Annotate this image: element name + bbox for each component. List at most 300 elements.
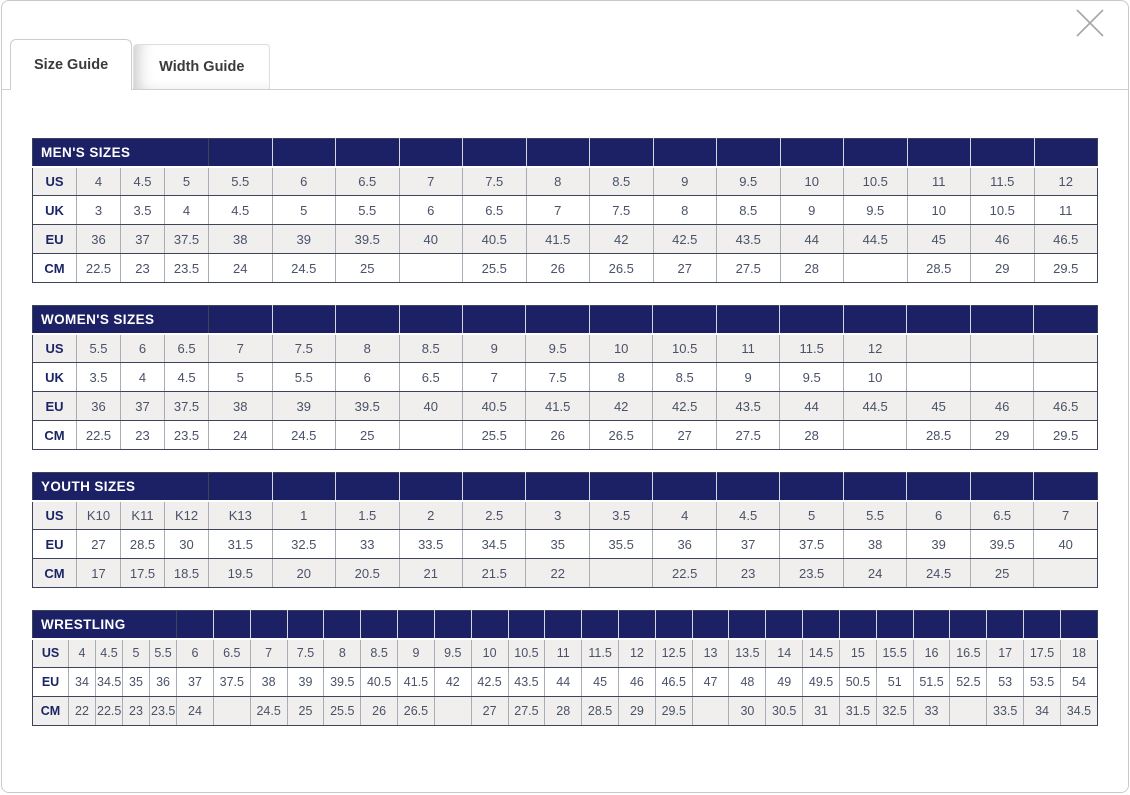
size-cell: 3.5	[121, 196, 165, 225]
size-cell: 1.5	[336, 501, 399, 530]
size-cell: 51.5	[913, 668, 950, 697]
size-cell: 54	[1060, 668, 1097, 697]
size-cell: 5.5	[272, 363, 335, 392]
size-cell: 33	[913, 697, 950, 726]
size-cell: 2.5	[462, 501, 525, 530]
size-cell: 17.5	[1024, 639, 1061, 668]
size-cell: 10	[907, 196, 971, 225]
size-cell: 39.5	[970, 530, 1033, 559]
row-label: EU	[33, 225, 77, 254]
size-cell: 42	[589, 392, 652, 421]
header-spacer-cell	[780, 473, 843, 501]
header-spacer-cell	[399, 139, 463, 167]
size-cell: 4.5	[165, 363, 209, 392]
size-cell: 50.5	[839, 668, 876, 697]
size-cell: 42.5	[471, 668, 508, 697]
size-row-cm	[33, 559, 1098, 588]
size-cell: 37.5	[213, 668, 250, 697]
size-cell: 35	[123, 668, 150, 697]
size-cell: 8	[526, 167, 590, 196]
size-cell: 40	[399, 225, 463, 254]
header-spacer-cell	[589, 473, 652, 501]
size-cell: 3	[77, 196, 121, 225]
header-spacer-cell	[970, 473, 1033, 501]
size-cell: 9.5	[780, 363, 843, 392]
header-spacer-cell	[780, 306, 843, 334]
size-cell: 5	[272, 196, 336, 225]
size-cell: 52.5	[950, 668, 987, 697]
size-cell: 12	[619, 639, 656, 668]
size-cell: 37	[177, 668, 214, 697]
header-spacer-cell	[913, 611, 950, 639]
size-cell: 4.5	[121, 167, 165, 196]
size-row-eu	[33, 392, 1098, 421]
size-cell: 11	[545, 639, 582, 668]
header-spacer-cell	[526, 473, 589, 501]
size-cell: 23	[121, 421, 165, 450]
size-cell: 37	[121, 225, 165, 254]
size-cell: 6.5	[336, 167, 400, 196]
header-spacer-cell	[590, 139, 654, 167]
size-cell: 9	[653, 167, 717, 196]
size-cell: 32.5	[876, 697, 913, 726]
size-cell: 6	[177, 639, 214, 668]
size-row-us	[33, 501, 1098, 530]
header-spacer-cell	[876, 611, 913, 639]
size-cell: 34	[1024, 697, 1061, 726]
size-cell: 25	[970, 559, 1033, 588]
size-cell: 10.5	[844, 167, 908, 196]
size-cell: 6.5	[463, 196, 527, 225]
size-cell: 9.5	[526, 334, 589, 363]
size-cell: 46.5	[655, 668, 692, 697]
size-cell: 31.5	[209, 530, 272, 559]
size-cell: 51	[876, 668, 913, 697]
size-cell: 24	[209, 254, 273, 283]
size-cell: 30.5	[766, 697, 803, 726]
header-spacer-cell	[716, 473, 779, 501]
size-cell: 6	[272, 167, 336, 196]
size-cell: 28	[780, 421, 843, 450]
size-cell: 6.5	[970, 501, 1033, 530]
size-cell: 21.5	[462, 559, 525, 588]
row-label: EU	[33, 668, 69, 697]
size-cell: 39	[272, 392, 335, 421]
size-cell: 9	[780, 196, 844, 225]
size-cell: 45	[582, 668, 619, 697]
size-cell	[907, 334, 970, 363]
size-cell: 28.5	[907, 421, 970, 450]
size-cell: 32.5	[272, 530, 335, 559]
header-spacer-cell	[619, 611, 656, 639]
size-cell: 13.5	[729, 639, 766, 668]
header-spacer-cell	[716, 306, 779, 334]
row-label: UK	[33, 363, 77, 392]
size-tables-container	[32, 138, 1098, 726]
size-cell: 7.5	[287, 639, 324, 668]
size-cell: 11.5	[582, 639, 619, 668]
size-cell: 26.5	[589, 421, 652, 450]
size-cell: 5	[165, 167, 209, 196]
size-cell: 26	[526, 254, 590, 283]
size-cell: 18	[1060, 639, 1097, 668]
size-cell: 49.5	[803, 668, 840, 697]
size-cell: 46	[971, 225, 1035, 254]
size-cell: 14.5	[803, 639, 840, 668]
size-cell: 37.5	[780, 530, 843, 559]
header-spacer-cell	[907, 139, 971, 167]
size-cell: 8	[324, 639, 361, 668]
row-label: CM	[33, 559, 77, 588]
size-cell: 22.5	[77, 254, 121, 283]
header-spacer-cell	[399, 306, 462, 334]
size-cell: 4.5	[716, 501, 779, 530]
size-cell: 39	[272, 225, 336, 254]
size-cell: 23	[716, 559, 779, 588]
size-cell: 6	[121, 334, 165, 363]
size-cell: 8	[589, 363, 652, 392]
size-cell: 27	[653, 254, 717, 283]
row-label: CM	[33, 421, 77, 450]
size-cell: 22	[69, 697, 96, 726]
size-cell: 44	[780, 392, 843, 421]
size-cell: 44	[545, 668, 582, 697]
size-cell: 24.5	[250, 697, 287, 726]
size-cell: 6	[399, 196, 463, 225]
header-spacer-cell	[729, 611, 766, 639]
size-cell	[434, 697, 471, 726]
header-spacer-cell	[717, 139, 781, 167]
size-cell: 22.5	[96, 697, 123, 726]
size-cell: 46.5	[1034, 225, 1098, 254]
row-label: UK	[33, 196, 77, 225]
size-cell: 16.5	[950, 639, 987, 668]
size-cell: 28	[545, 697, 582, 726]
size-cell: 12.5	[655, 639, 692, 668]
size-cell: 10	[780, 167, 844, 196]
size-cell: 24	[209, 421, 272, 450]
size-cell: 45	[907, 225, 971, 254]
size-cell: 29	[619, 697, 656, 726]
header-spacer-cell	[692, 611, 729, 639]
size-cell: 53.5	[1024, 668, 1061, 697]
size-cell: 4.5	[96, 639, 123, 668]
size-cell: 24.5	[907, 559, 970, 588]
header-spacer-cell	[589, 306, 652, 334]
size-cell: 8.5	[590, 167, 654, 196]
header-spacer-cell	[324, 611, 361, 639]
size-row-uk	[33, 196, 1098, 225]
size-cell: 29	[971, 254, 1035, 283]
size-cell: 9	[716, 363, 779, 392]
tab-size-guide[interactable]: Size Guide	[10, 39, 132, 90]
size-cell: 14	[766, 639, 803, 668]
header-spacer-cell	[1034, 473, 1098, 501]
size-cell: 23	[121, 254, 165, 283]
size-cell: 44	[780, 225, 844, 254]
size-cell: 9.5	[717, 167, 781, 196]
size-cell: 22.5	[653, 559, 716, 588]
size-cell: 45	[907, 392, 970, 421]
size-cell: 7.5	[272, 334, 335, 363]
size-cell: 26	[361, 697, 398, 726]
size-cell: 38	[209, 392, 272, 421]
size-cell: 27.5	[508, 697, 545, 726]
size-cell: 36	[77, 392, 121, 421]
size-cell: 10.5	[508, 639, 545, 668]
size-cell: 27	[653, 421, 716, 450]
header-spacer-cell	[209, 473, 272, 501]
table-title: WRESTLING	[33, 611, 177, 639]
size-cell: 28.5	[121, 530, 165, 559]
size-cell: 10	[471, 639, 508, 668]
size-cell: 21	[399, 559, 462, 588]
size-row-eu	[33, 225, 1098, 254]
size-cell: 38	[209, 225, 273, 254]
size-cell: 46	[970, 392, 1033, 421]
size-cell: 25	[287, 697, 324, 726]
size-cell: 42	[434, 668, 471, 697]
size-cell: 18.5	[165, 559, 209, 588]
size-cell: 3	[526, 501, 589, 530]
size-cell: 23.5	[780, 559, 843, 588]
header-spacer-cell	[1034, 306, 1098, 334]
row-label: US	[33, 167, 77, 196]
size-cell: 5.5	[336, 196, 400, 225]
size-cell: 36	[653, 530, 716, 559]
size-cell: 7	[209, 334, 272, 363]
size-cell: 53	[987, 668, 1024, 697]
size-cell: 48	[729, 668, 766, 697]
size-cell: 10	[843, 363, 906, 392]
size-cell: 31	[803, 697, 840, 726]
size-cell: 34.5	[1060, 697, 1097, 726]
size-cell: 5	[123, 639, 150, 668]
header-spacer-cell	[471, 611, 508, 639]
size-row-eu	[33, 530, 1098, 559]
size-guide-modal	[1, 0, 1129, 793]
size-cell	[589, 559, 652, 588]
row-label: US	[33, 501, 77, 530]
size-cell: 20.5	[336, 559, 399, 588]
size-cell	[1034, 559, 1098, 588]
header-spacer-cell	[361, 611, 398, 639]
size-cell	[907, 363, 970, 392]
row-label: US	[33, 639, 69, 668]
size-cell: 4	[165, 196, 209, 225]
table-title: YOUTH SIZES	[33, 473, 209, 501]
size-cell: 40.5	[361, 668, 398, 697]
size-cell: 28.5	[582, 697, 619, 726]
header-spacer-cell	[780, 139, 844, 167]
header-spacer-cell	[434, 611, 471, 639]
size-cell: 7	[399, 167, 463, 196]
size-cell: 24	[177, 697, 214, 726]
size-cell: 39.5	[324, 668, 361, 697]
size-cell: 5.5	[150, 639, 177, 668]
size-cell: 29.5	[1034, 421, 1098, 450]
size-cell	[950, 697, 987, 726]
size-cell: 8.5	[361, 639, 398, 668]
size-cell: 9	[398, 639, 435, 668]
size-cell: 15	[839, 639, 876, 668]
size-cell: 1	[272, 501, 335, 530]
size-cell: 11.5	[971, 167, 1035, 196]
size-cell: 5	[209, 363, 272, 392]
size-cell: 39.5	[336, 392, 399, 421]
size-cell: 42.5	[653, 392, 716, 421]
size-row-eu	[33, 668, 1098, 697]
size-cell: 3.5	[77, 363, 121, 392]
header-spacer-cell	[213, 611, 250, 639]
size-row-us	[33, 334, 1098, 363]
size-cell: 9.5	[434, 639, 471, 668]
size-cell: 29.5	[1034, 254, 1098, 283]
size-cell: 35	[526, 530, 589, 559]
size-cell: 24.5	[272, 421, 335, 450]
size-cell: 8	[653, 196, 717, 225]
header-spacer-cell	[843, 306, 906, 334]
size-cell: 25.5	[462, 421, 525, 450]
size-row-cm	[33, 697, 1098, 726]
size-cell: 43.5	[508, 668, 545, 697]
size-cell: 36	[150, 668, 177, 697]
header-spacer-cell	[907, 306, 970, 334]
size-cell: 23.5	[165, 254, 209, 283]
size-cell: 8.5	[717, 196, 781, 225]
size-cell: 27.5	[716, 421, 779, 450]
size-cell: 26.5	[590, 254, 654, 283]
size-cell: 40.5	[463, 225, 527, 254]
size-cell: 25.5	[463, 254, 527, 283]
size-cell: 39	[907, 530, 970, 559]
header-spacer-cell	[336, 306, 399, 334]
header-spacer-cell	[839, 611, 876, 639]
size-cell: 8	[336, 334, 399, 363]
size-cell: 12	[843, 334, 906, 363]
size-cell: 33.5	[987, 697, 1024, 726]
size-cell: 29	[970, 421, 1033, 450]
size-cell: 41.5	[526, 392, 589, 421]
size-cell: 40.5	[462, 392, 525, 421]
size-cell: 10.5	[971, 196, 1035, 225]
size-cell: 27	[471, 697, 508, 726]
size-cell: 46.5	[1034, 392, 1098, 421]
size-cell: 37.5	[165, 225, 209, 254]
size-cell: 29.5	[655, 697, 692, 726]
size-cell: 42	[590, 225, 654, 254]
size-cell: 39	[287, 668, 324, 697]
header-spacer-cell	[766, 611, 803, 639]
table-title: MEN'S SIZES	[33, 139, 209, 167]
size-cell: 5.5	[209, 167, 273, 196]
size-cell: 2	[399, 501, 462, 530]
header-spacer-cell	[907, 473, 970, 501]
header-spacer-cell	[399, 473, 462, 501]
size-cell	[843, 421, 906, 450]
size-cell: 25	[336, 421, 399, 450]
size-cell: 6	[907, 501, 970, 530]
size-cell: 6	[336, 363, 399, 392]
size-cell: 28.5	[907, 254, 971, 283]
header-spacer-cell	[844, 139, 908, 167]
size-cell: 38	[843, 530, 906, 559]
size-cell: 6.5	[165, 334, 209, 363]
size-cell: 4	[69, 639, 96, 668]
size-cell: 11	[907, 167, 971, 196]
size-row-cm	[33, 254, 1098, 283]
size-cell: 5.5	[77, 334, 121, 363]
size-cell: 24	[843, 559, 906, 588]
row-label: CM	[33, 697, 69, 726]
header-spacer-cell	[653, 139, 717, 167]
tab-bar	[10, 39, 270, 90]
size-cell	[399, 421, 462, 450]
size-cell: 7	[250, 639, 287, 668]
size-cell: 15.5	[876, 639, 913, 668]
header-spacer-cell	[209, 306, 272, 334]
size-cell: 33.5	[399, 530, 462, 559]
size-cell	[1034, 334, 1098, 363]
size-cell: 7.5	[590, 196, 654, 225]
size-row-uk	[33, 363, 1098, 392]
tab-width-guide[interactable]: Width Guide	[133, 44, 270, 89]
size-cell: 10.5	[653, 334, 716, 363]
size-cell: K10	[77, 501, 121, 530]
size-cell: 42.5	[653, 225, 717, 254]
header-spacer-cell	[971, 139, 1035, 167]
size-cell: 4.5	[209, 196, 273, 225]
size-cell: 17	[987, 639, 1024, 668]
size-cell: 37	[121, 392, 165, 421]
size-cell: 19.5	[209, 559, 272, 588]
header-spacer-cell	[287, 611, 324, 639]
header-spacer-cell	[462, 306, 525, 334]
size-cell: 12	[1034, 167, 1098, 196]
header-spacer-cell	[463, 139, 527, 167]
size-cell: 25.5	[324, 697, 361, 726]
header-spacer-cell	[1034, 139, 1098, 167]
close-icon	[1074, 7, 1106, 39]
size-cell: 11	[716, 334, 779, 363]
size-cell: 22.5	[77, 421, 121, 450]
size-cell: 11.5	[780, 334, 843, 363]
size-table-women-s-sizes	[32, 305, 1098, 450]
size-cell: 5.5	[843, 501, 906, 530]
size-cell: 37.5	[165, 392, 209, 421]
size-cell: 40	[399, 392, 462, 421]
size-cell	[1034, 363, 1098, 392]
size-table-youth-sizes	[32, 472, 1098, 588]
size-cell: 26.5	[398, 697, 435, 726]
size-cell: 16	[913, 639, 950, 668]
size-cell: 23	[123, 697, 150, 726]
size-cell: 36	[77, 225, 121, 254]
size-cell: 4	[653, 501, 716, 530]
row-label: EU	[33, 530, 77, 559]
size-cell: 43.5	[717, 225, 781, 254]
header-spacer-cell	[272, 306, 335, 334]
header-spacer-cell	[582, 611, 619, 639]
size-cell: 8.5	[653, 363, 716, 392]
close-button[interactable]	[1070, 3, 1110, 43]
size-cell: 26	[526, 421, 589, 450]
header-spacer-cell	[508, 611, 545, 639]
header-spacer-cell	[462, 473, 525, 501]
size-cell: 4	[77, 167, 121, 196]
size-cell: 7	[462, 363, 525, 392]
header-spacer-cell	[336, 139, 400, 167]
